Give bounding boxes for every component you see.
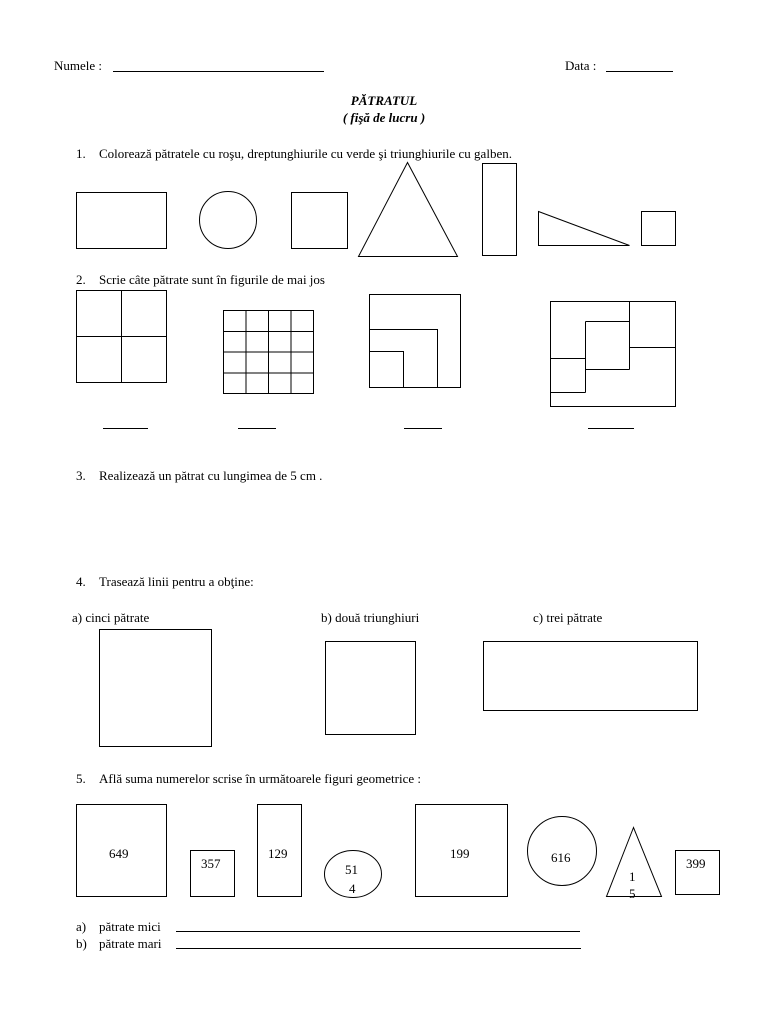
ex5-number-357: 357 (201, 856, 221, 871)
ex1-instruction: Colorează pătratele cu roşu, dreptunghiurile cu verde şi triunghiurile cu galben. (99, 146, 512, 161)
ex5-a-text: pătrate mici (99, 919, 161, 934)
ex2-figure-2x2-grid (77, 291, 167, 383)
ex3-instruction: Realizează un pătrat cu lungimea de 5 cm . (99, 468, 323, 483)
ex5-number-399: 399 (686, 856, 706, 871)
ex5-number-199: 199 (450, 846, 470, 861)
ex5-number-4: 4 (349, 881, 356, 896)
ex5-a-label: a) (76, 919, 87, 934)
ex2-figure-mixed-squares (551, 302, 676, 407)
ex4-square-b[interactable] (326, 642, 416, 735)
ex5-number-129: 129 (268, 846, 288, 861)
page-subtitle: ( fişă de lucru ) (342, 110, 426, 125)
ex5-number-1: 1 (629, 869, 636, 884)
ex1-right-triangle (539, 212, 630, 246)
ex2-figure-4x4-grid (224, 311, 314, 394)
ex5-number-5: 5 (629, 886, 636, 901)
page-title: PĂTRATUL (350, 93, 418, 108)
ex1-large-triangle (359, 163, 458, 257)
ex1-rectangle (77, 193, 167, 249)
ex4-square-a[interactable] (100, 630, 212, 747)
ex1-small-square (642, 212, 676, 246)
ex2-figure-nested-squares (370, 295, 461, 388)
ex4-instruction: Trasează linii pentru a obţine: (99, 574, 254, 589)
ex2-number: 2. (76, 272, 86, 287)
ex4-item-a: a) cinci pătrate (72, 610, 150, 625)
ex1-circle (200, 192, 257, 249)
ex5-number-616: 616 (551, 850, 571, 865)
ex5-number: 5. (76, 771, 86, 786)
ex5-number-51: 51 (345, 862, 358, 877)
ex4-rectangle-c[interactable] (484, 642, 698, 711)
ex1-number: 1. (76, 146, 86, 161)
date-label: Data : (565, 58, 597, 73)
ex4-item-b: b) două triunghiuri (321, 610, 420, 625)
name-label: Numele : (54, 58, 103, 73)
ex2-instruction: Scrie câte pătrate sunt în figurile de mai jos (99, 272, 325, 287)
ex5-b-label: b) (76, 936, 87, 951)
ex5-b-text: pătrate mari (99, 936, 162, 951)
ex1-tall-rectangle (483, 164, 517, 256)
ex4-item-c: c) trei pătrate (533, 610, 603, 625)
ex4-number: 4. (76, 574, 86, 589)
ex3-number: 3. (76, 468, 86, 483)
ex5-instruction: Află suma numerelor scrise în următoarele figuri geometrice : (99, 771, 421, 786)
ex5-number-649: 649 (109, 846, 129, 861)
ex1-square (292, 193, 348, 249)
